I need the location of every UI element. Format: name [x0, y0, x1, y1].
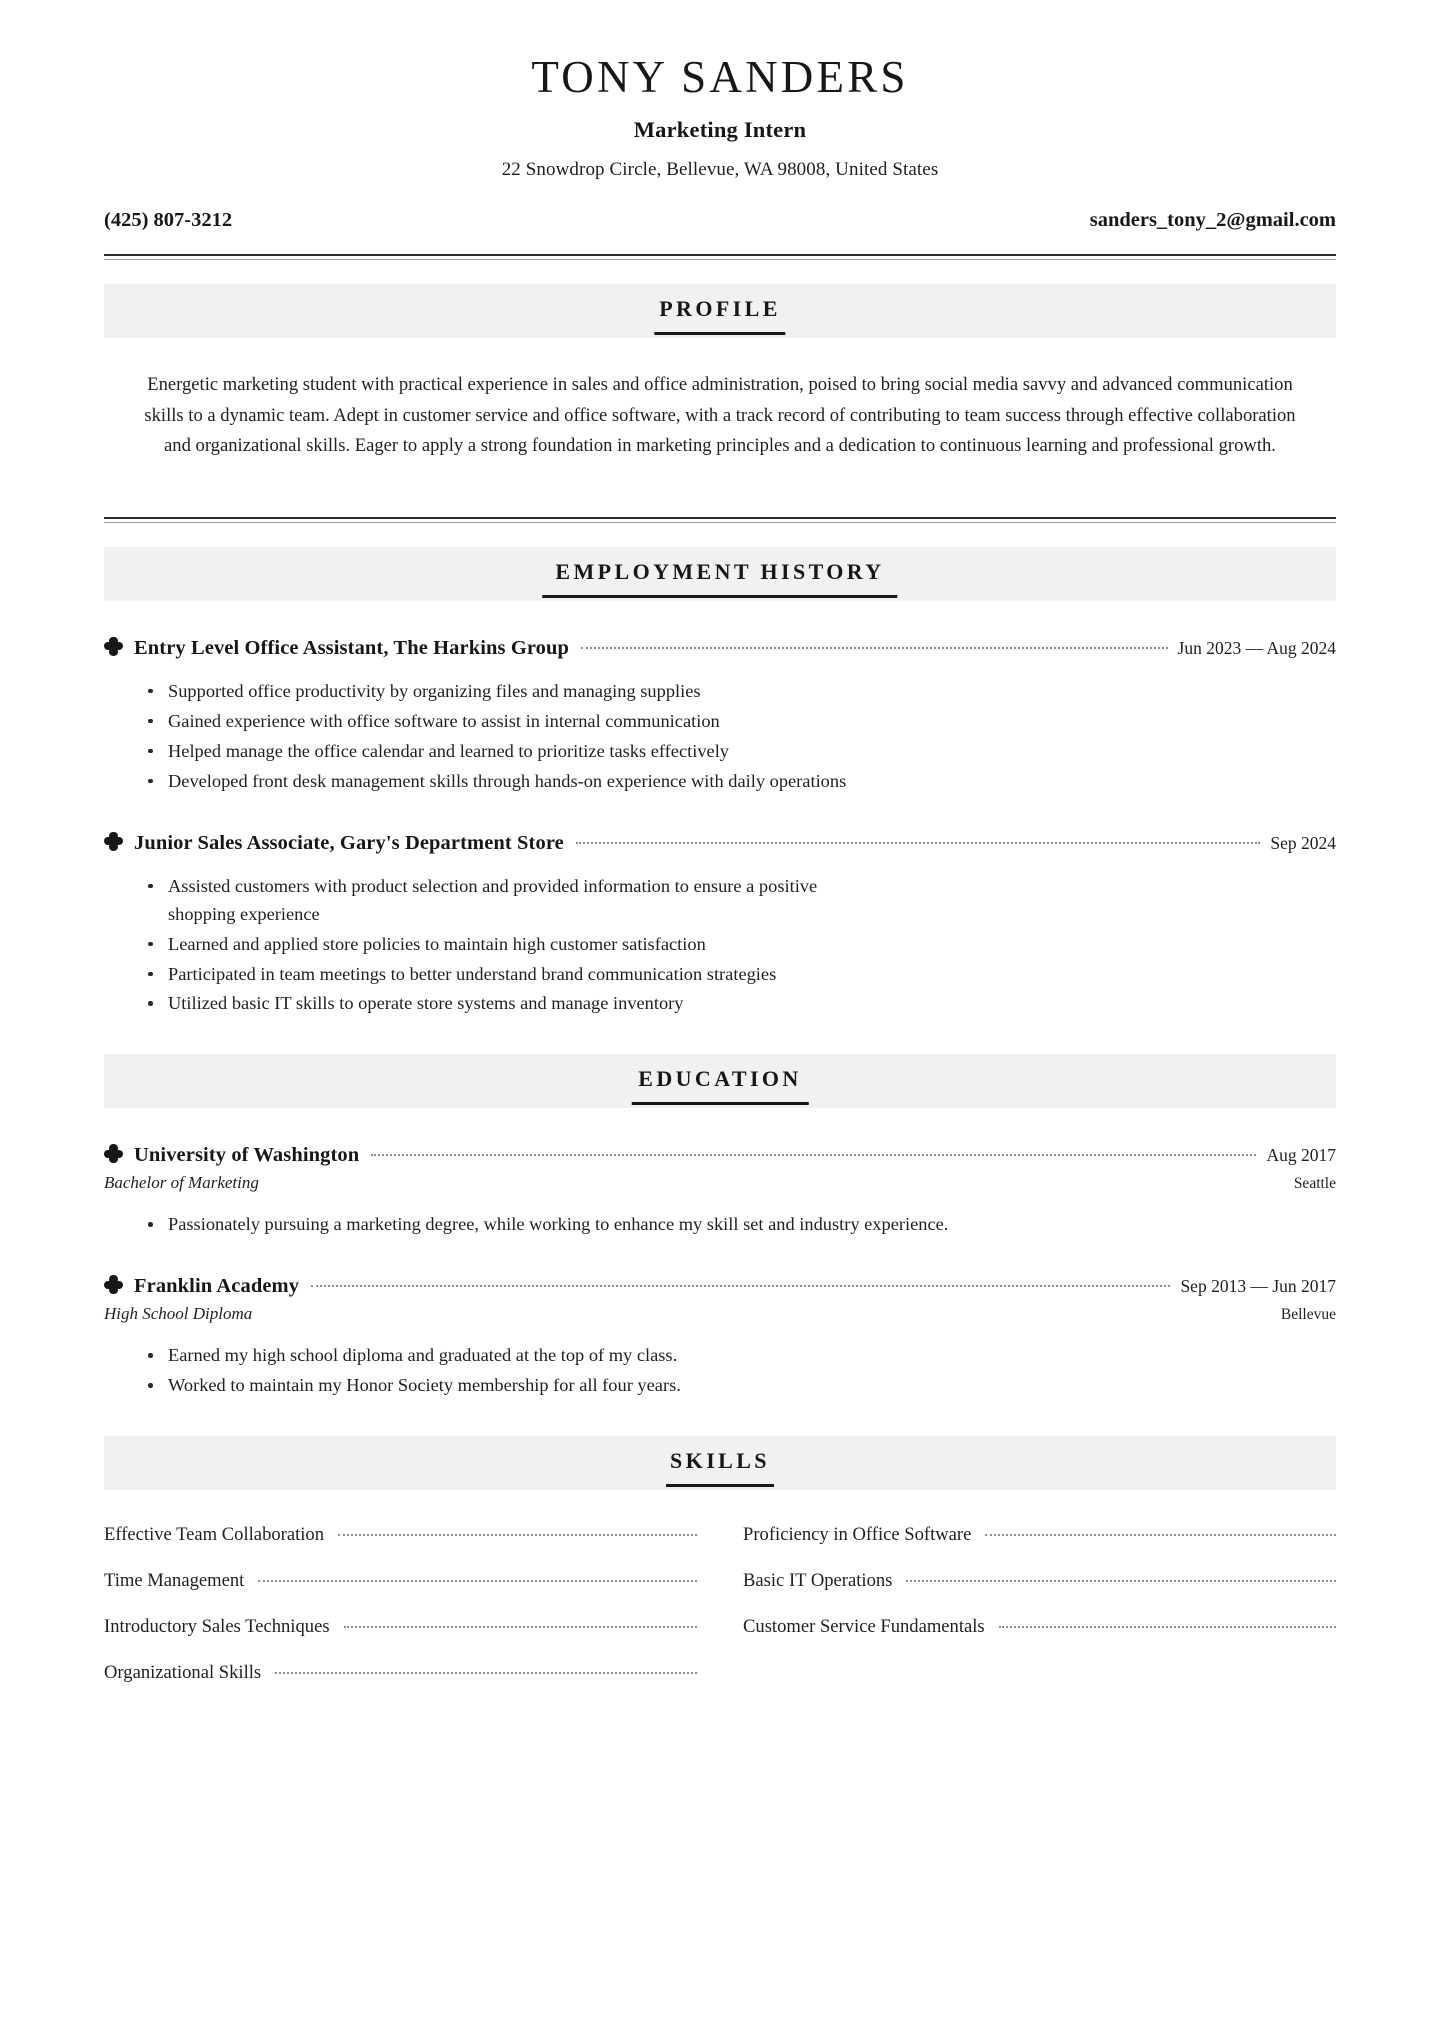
education-school: Franklin Academy	[134, 1275, 300, 1298]
section-title-profile: PROFILE	[659, 296, 781, 326]
education-date: Aug 2017	[1266, 1145, 1336, 1166]
education-subrow	[104, 1173, 1336, 1193]
contact-phone[interactable]: (425) 807-3212	[104, 209, 233, 232]
skill-label: Effective Team Collaboration	[104, 1524, 325, 1546]
employment-bullets	[104, 873, 1336, 1019]
employment-bullets	[104, 678, 1336, 796]
employment-date: Sep 2024	[1270, 832, 1336, 853]
list-item: Utilized basic IT skills to operate store systems and manage inventory	[146, 990, 1068, 1018]
employment-entry	[104, 635, 1336, 796]
education-school: University of Washington	[134, 1144, 360, 1167]
leader-dots	[344, 1626, 697, 1628]
clover-icon	[104, 637, 123, 656]
resume-header	[104, 0, 1336, 181]
skill-label: Proficiency in Office Software	[743, 1524, 972, 1546]
spacer	[104, 1020, 1336, 1054]
contact-row	[104, 209, 1336, 232]
leader-dots	[311, 1285, 1170, 1287]
skill-item-empty	[743, 1662, 1336, 1708]
skill-label: Introductory Sales Techniques	[104, 1616, 330, 1638]
list-item: Learned and applied store policies to maintain high customer satisfaction	[146, 931, 1068, 959]
skill-label: Organizational Skills	[104, 1662, 262, 1684]
employment-entry-head	[104, 830, 1336, 855]
clover-icon	[104, 832, 123, 851]
leader-dots	[275, 1672, 697, 1674]
employment-entry-head	[104, 635, 1336, 660]
skill-label: Time Management	[104, 1570, 245, 1592]
skill-item	[104, 1524, 697, 1570]
section-header-employment	[104, 547, 1336, 601]
candidate-name: TONY SANDERS	[531, 52, 909, 102]
education-degree: High School Diploma	[104, 1304, 253, 1324]
leader-dots	[985, 1534, 1336, 1536]
education-entry-head	[104, 1142, 1336, 1167]
education-bullets	[104, 1342, 1336, 1400]
education-degree: Bachelor of Marketing	[104, 1173, 259, 1193]
education-entry	[104, 1273, 1336, 1400]
candidate-address: 22 Snowdrop Circle, Bellevue, WA 98008, United States	[501, 159, 939, 181]
education-date: Sep 2013 — Jun 2017	[1180, 1276, 1336, 1297]
skill-item	[743, 1570, 1336, 1616]
list-item: Assisted customers with product selection and provided information to ensure a positive shopping experience	[146, 873, 888, 929]
skill-item	[104, 1616, 697, 1662]
skill-item	[743, 1616, 1336, 1662]
section-title-skills: SKILLS	[670, 1448, 770, 1478]
candidate-job-title: Marketing Intern	[633, 117, 807, 143]
leader-dots	[906, 1580, 1336, 1582]
skill-label: Basic IT Operations	[743, 1570, 893, 1592]
profile-summary-text: Energetic marketing student with practical experience in sales and office administration, poised to bring social media savvy and advanced communication skills to a dynamic team. Adept in customer service and office software, with a track record of contributing to team success through effective collaboration and organizational skills. Eager to apply a strong foundation in marketing principles and a dedication to continuous learning and professional growth.	[144, 374, 1296, 456]
leader-dots	[258, 1580, 697, 1582]
education-entry-head	[104, 1273, 1336, 1298]
section-header-education	[104, 1054, 1336, 1108]
education-subrow	[104, 1304, 1336, 1324]
leader-dots	[581, 647, 1167, 649]
contact-email[interactable]: sanders_tony_2@gmail.com	[1089, 209, 1336, 232]
leader-dots	[338, 1534, 697, 1536]
clover-icon	[104, 1144, 123, 1163]
leader-dots	[999, 1626, 1336, 1628]
skills-grid	[104, 1524, 1336, 1708]
education-location: Seattle	[1293, 1175, 1336, 1193]
skill-item	[104, 1570, 697, 1616]
leader-dots	[371, 1154, 1256, 1156]
clover-icon	[104, 1275, 123, 1294]
education-entry	[104, 1142, 1336, 1239]
employment-entry	[104, 830, 1336, 1019]
education-bullets	[104, 1211, 1336, 1239]
spacer	[104, 1402, 1336, 1436]
list-item: Gained experience with office software to assist in internal communication	[146, 708, 1068, 736]
spacer	[104, 523, 1336, 547]
leader-dots	[576, 842, 1261, 844]
education-location: Bellevue	[1280, 1306, 1336, 1324]
list-item: Participated in team meetings to better understand brand communication strategies	[146, 961, 1068, 989]
employment-title: Junior Sales Associate, Gary's Department Store	[134, 831, 564, 854]
spacer	[104, 260, 1336, 284]
employment-date: Jun 2023 — Aug 2024	[1177, 637, 1336, 658]
skill-label: Customer Service Fundamentals	[743, 1616, 985, 1638]
skill-item	[743, 1524, 1336, 1570]
list-item: Earned my high school diploma and graduated at the top of my class.	[146, 1342, 1068, 1370]
section-header-skills	[104, 1436, 1336, 1490]
list-item: Developed front desk management skills through hands-on experience with daily operations	[146, 768, 1068, 796]
list-item: Passionately pursuing a marketing degree, while working to enhance my skill set and industry experience.	[146, 1211, 1068, 1239]
employment-title: Entry Level Office Assistant, The Harkins Group	[134, 636, 570, 659]
skill-item	[104, 1662, 697, 1708]
list-item: Worked to maintain my Honor Society membership for all four years.	[146, 1372, 1068, 1400]
spacer	[104, 461, 1336, 495]
section-title-employment: EMPLOYMENT HISTORY	[555, 559, 884, 589]
list-item: Supported office productivity by organizing files and managing supplies	[146, 678, 1068, 706]
section-header-profile	[104, 284, 1336, 338]
list-item: Helped manage the office calendar and learned to prioritize tasks effectively	[146, 738, 1068, 766]
section-title-education: EDUCATION	[638, 1066, 801, 1096]
